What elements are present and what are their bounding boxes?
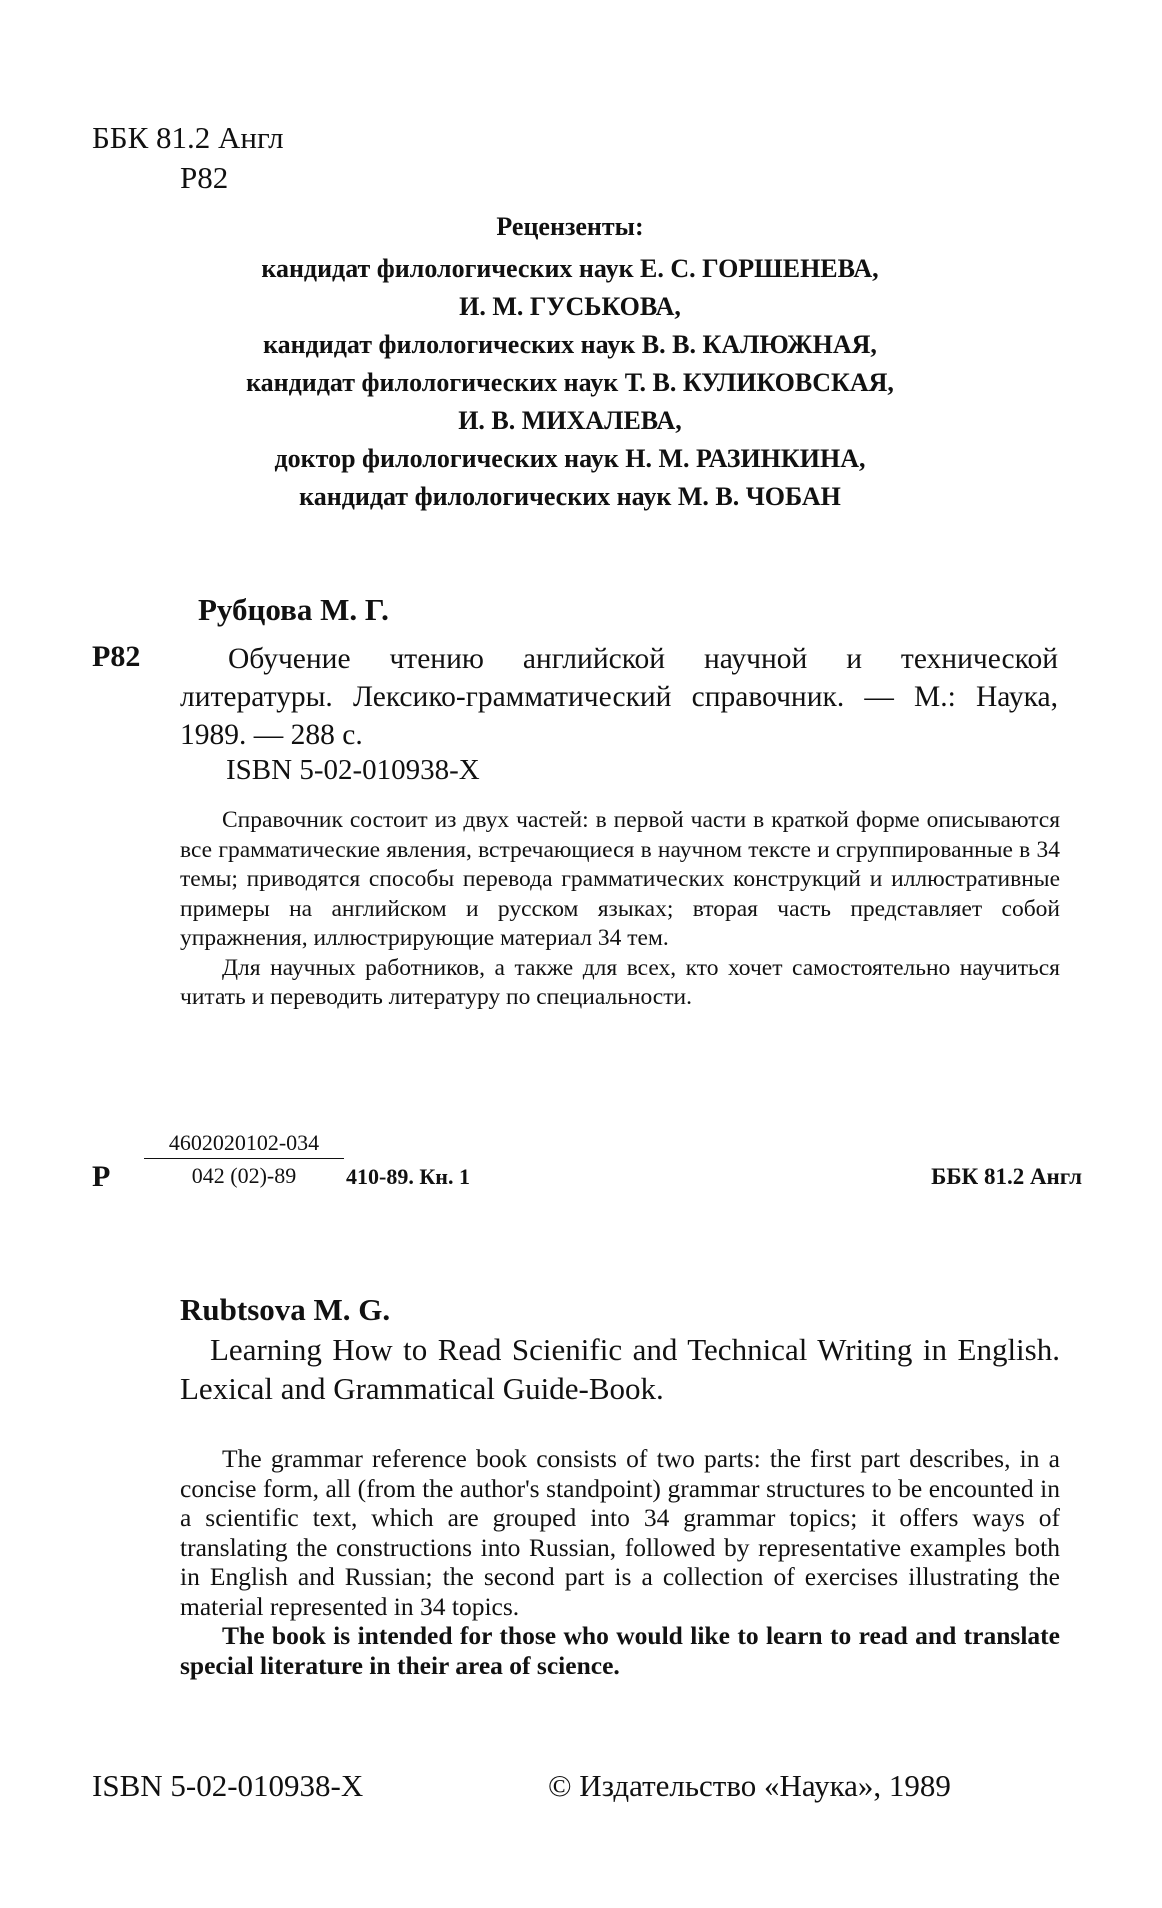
annotation-paragraph: The book is intended for those who would like to learn to read and translate special literature in their area of science. [180, 1621, 1060, 1680]
author-english: Rubtsova M. G. [180, 1292, 391, 1327]
publication-index [92, 1130, 1082, 1210]
author-mark: Р82 [180, 160, 229, 195]
bibliographic-description-english: Learning How to Read Scienific and Technical Writing in English. Lexical and Grammatical Guide-Book. [180, 1332, 1060, 1406]
copyright-notice: © Издательство «Наука», 1989 [548, 1768, 951, 1803]
index-bbk: ББК 81.2 Англ [931, 1164, 1082, 1189]
index-fraction [144, 1130, 344, 1189]
annotation-russian [180, 806, 1060, 1013]
annotation-paragraph: Для научных работников, а также для всех, кто хочет самостоятельно научиться читать и переводить литературу по специальности. [180, 954, 1060, 1010]
fraction-numerator: 4602020102-034 [144, 1130, 344, 1159]
reviewers-block [160, 208, 980, 516]
annotation-paragraph: Справочник состоит из двух частей: в первой части в краткой форме описываются все грамматические явления, встречающиеся в научном тексте и сгруппированные в 34 темы; приводятся способы перевода грамматических конструкций и иллюстративные примеры на английском и русском языках; вторая часть представляет собой упражнения, иллюстрирующие материал 34 тем. [180, 807, 1060, 951]
author-russian: Рубцова М. Г. [198, 592, 389, 627]
footer-isbn: ISBN 5-02-010938-X [92, 1768, 364, 1803]
index-letter: Р [92, 1160, 111, 1193]
reviewer-line: И. М. ГУСЬКОВА, [459, 292, 681, 321]
classification-code [92, 118, 284, 198]
bbk-code: ББК 81.2 Англ [92, 120, 284, 155]
annotation-english [180, 1444, 1060, 1680]
index-suffix: 410-89. Кн. 1 [346, 1164, 470, 1189]
isbn-russian: ISBN 5-02-010938-X [226, 754, 480, 786]
reviewers-heading: Рецензенты: [496, 212, 644, 241]
reviewer-line: И. В. МИХАЛЕВА, [458, 406, 682, 435]
catalog-code: Р82 [92, 640, 141, 673]
reviewer-line: кандидат филологических наук Т. В. КУЛИКОВСКАЯ, [246, 368, 894, 397]
reviewer-line: кандидат филологических наук М. В. ЧОБАН [299, 482, 841, 511]
fraction-denominator: 042 (02)-89 [191, 1163, 297, 1188]
reviewer-line: кандидат филологических наук В. В. КАЛЮЖНАЯ, [263, 330, 877, 359]
reviewer-line: кандидат филологических наук Е. С. ГОРШЕНЕВА, [261, 254, 879, 283]
reviewer-line: доктор филологических наук Н. М. РАЗИНКИНА, [274, 444, 866, 473]
bibliographic-description-russian: Обучение чтению английской научной и технической литературы. Лексико-грамматический справочник. — М.: Наука, 1989. — 288 с. [180, 643, 1058, 751]
annotation-paragraph: The grammar reference book consists of two parts: the first part describes, in a concise form, all (from the author's standpoint) grammar structures to be encounted in a scientific text, which are grouped into 34 grammar topics; it offers ways of translating the constructions into Russian, followed by representative examples both in English and Russian; the second part is a collection of exercises illustrating the material represented in 34 topics. [180, 1444, 1060, 1621]
